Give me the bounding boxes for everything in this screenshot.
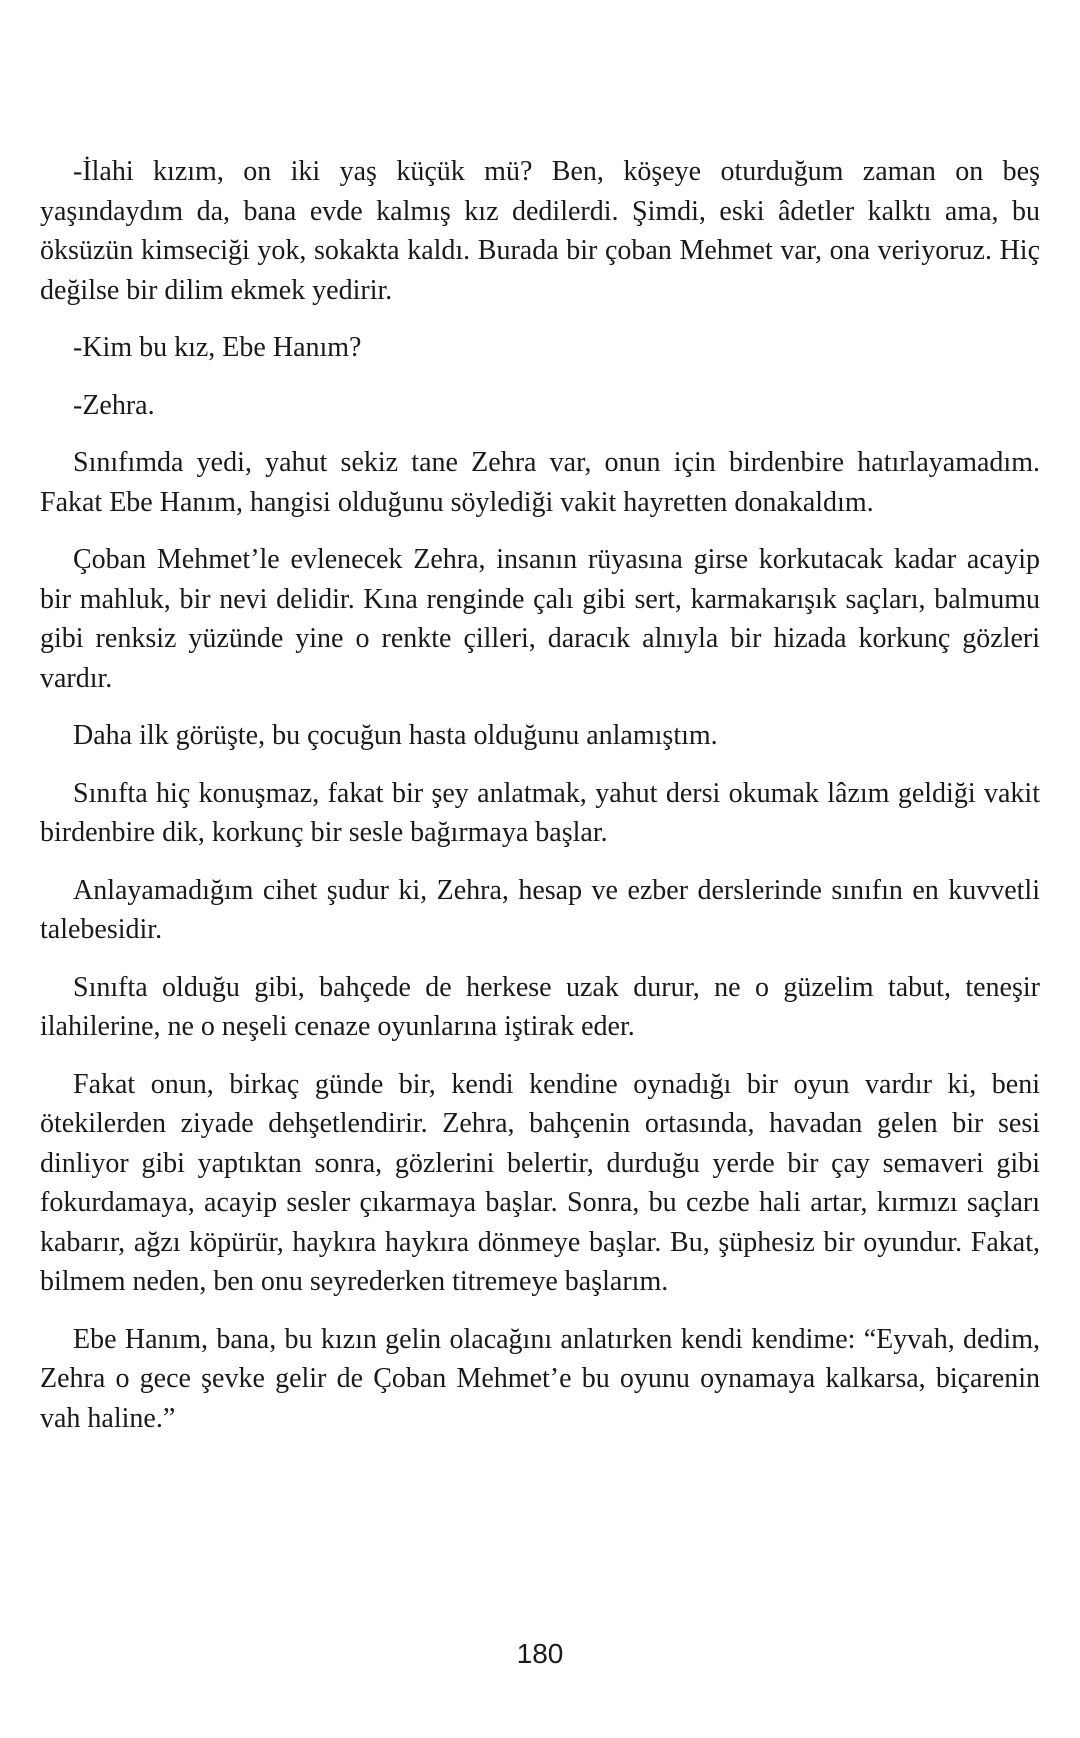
paragraph-9: Sınıfta olduğu gibi, bahçede de herkese uzak durur, ne o güzelim tabut, teneşir ilahilerine, ne o neşeli cenaze oyunlarına iştirak eder. bbox=[40, 971, 1040, 1042]
page-body bbox=[40, 152, 1040, 1456]
paragraph-3: -Zehra. bbox=[73, 389, 155, 421]
paragraph-5: Çoban Mehmet’le evlenecek Zehra, insanın rüyasına girse korkutacak kadar acayip bir mahluk, bir nevi delidir. Kına renginde çalı gibi sert, karmakarışık saçları, balmumu gibi renksiz yüzünde yine o renkte çilleri, daracık alnıyla bir hizada korkunç gözleri vardır. bbox=[40, 544, 1040, 694]
page-number: 180 bbox=[516, 1638, 564, 1669]
paragraph-7: Sınıfta hiç konuşmaz, fakat bir şey anlatmak, yahut dersi okumak lâzım geldiği vakit birdenbire dik, korkunç bir sesle bağırmaya başlar. bbox=[40, 777, 1040, 848]
paragraph-1: -İlahi kızım, on iki yaş küçük mü? Ben, köşeye oturduğum zaman on beş yaşındaydım da, bana evde kalmış kız dedilerdi. Şimdi, eski âdetler kalktı ama, bu öksüzün kimseciği yok, sokakta kaldı. Burada bir çoban Mehmet var, ona veriyoruz. Hiç değilse bir dilim ekmek yedirir. bbox=[40, 156, 1040, 306]
paragraph-11: Ebe Hanım, bana, bu kızın gelin olacağını anlatırken kendi kendime: “Eyvah, dedim, Zehra o gece şevke gelir de Çoban Mehmet’e bu oyunu oynamaya kalkarsa, biçarenin vah haline.” bbox=[40, 1323, 1040, 1434]
paragraph-10: Fakat onun, birkaç günde bir, kendi kendine oynadığı bir oyun vardır ki, beni ötekilerden ziyade dehşetlendirir. Zehra, bahçenin ortasında, havadan gelen bir sesi dinliyor gibi yaptıktan sonra, gözlerini belertir, durduğu yerde bir çay semaveri gibi fokurdamaya, acayip sesler çıkarmaya başlar. Sonra, bu cezbe hali artar, kırmızı saçları kabarır, ağzı köpürür, haykıra haykıra dönmeye başlar. Bu, şüphesiz bir oyundur. Fakat, bilmem neden, ben onu seyrederken titremeye başlarım. bbox=[40, 1068, 1040, 1297]
paragraph-2: -Kim bu kız, Ebe Hanım? bbox=[73, 332, 362, 363]
paragraph-6: Daha ilk görüşte, bu çocuğun hasta olduğunu anlamıştım. bbox=[73, 720, 718, 751]
paragraph-4: Sınıfımda yedi, yahut sekiz tane Zehra var, onun için birdenbire hatırlayamadım. Fakat Ebe Hanım, hangisi olduğunu söylediği vakit hayretten donakaldım. bbox=[40, 447, 1040, 518]
paragraph-8: Anlayamadığım cihet şudur ki, Zehra, hesap ve ezber derslerinde sınıfın en kuvvetli talebesidir. bbox=[40, 874, 1040, 945]
